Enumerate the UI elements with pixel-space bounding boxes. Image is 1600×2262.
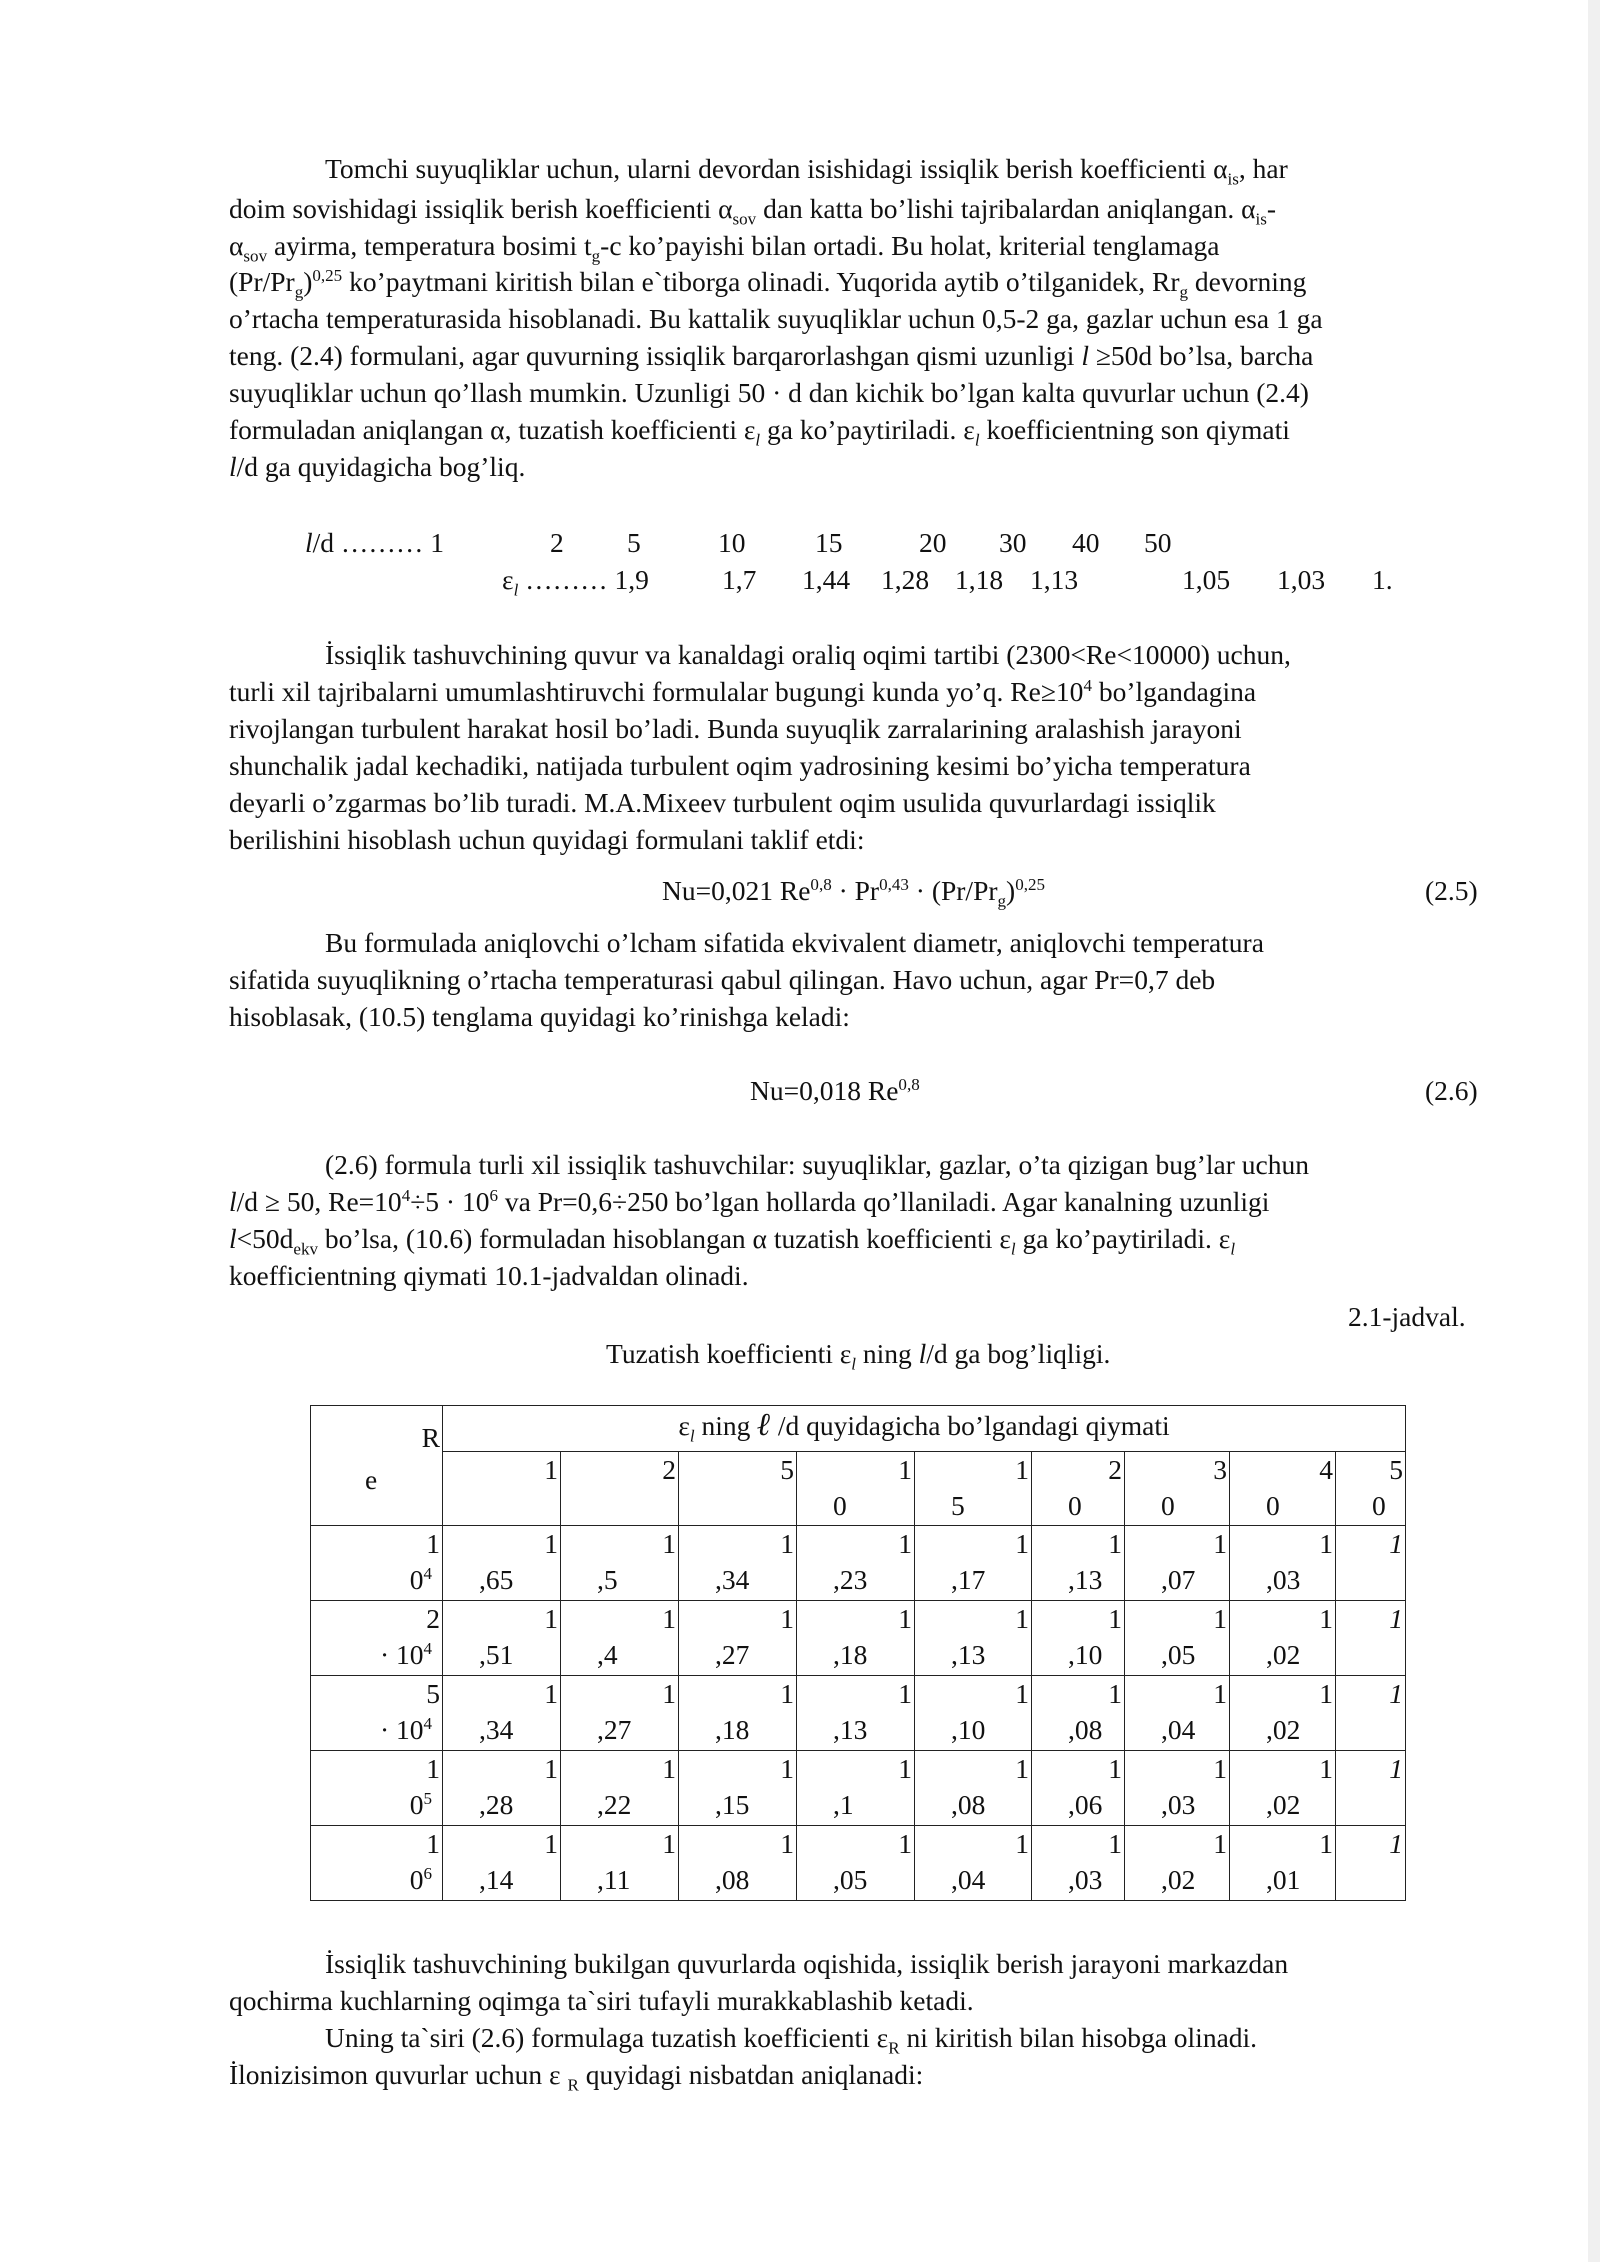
eps-value: 1,13 xyxy=(1030,564,1079,595)
p1-line-2: doim sovishidagi issiqlik berish koefficienti $\alpha_{sov}$ dan katta bo’lishi tajribalardan aniqlangan. $\alpha_{is}-$ xyxy=(229,193,1277,229)
table-cell: 1 ,34 xyxy=(679,1526,797,1601)
re-cell: 1 $0^5$ xyxy=(311,1751,443,1826)
table-cell: 1 ,23 xyxy=(797,1526,915,1601)
table-row xyxy=(311,1751,1406,1826)
table-cell: 1 ,05 xyxy=(797,1826,915,1901)
p3-line-2: sifatida suyuqlikning o’rtacha temperaturasi qabul qilingan. Havo uchun, agar Pr=0,7 deb xyxy=(229,964,1216,995)
col-header: 1 xyxy=(443,1452,561,1526)
col-header: 5 0 xyxy=(1336,1452,1406,1526)
table-cell: 1 xyxy=(1336,1676,1406,1751)
table-cell: 1 ,08 xyxy=(1032,1676,1125,1751)
p1-line-9: l/d ga quyidagicha bog’liq. xyxy=(229,451,526,482)
table-cell: 1 ,10 xyxy=(1032,1601,1125,1676)
table-row xyxy=(311,1526,1406,1601)
p2-line-2: turli xil tajribalarni umumlashtiruvchi formulalar bugungi kunda yo’q. $Re\ge 10^4$ bo’lgandagina xyxy=(229,675,1257,707)
p6-line-1: Uning ta`siri (2.6) formulaga tuzatish koefficienti $\varepsilon_R$ ni kiritish bilan hisobga olinadi. xyxy=(325,2022,1258,2058)
table-cell: 1 ,51 xyxy=(443,1601,561,1676)
col-header: 3 0 xyxy=(1125,1452,1230,1526)
table-cell: 1 ,18 xyxy=(679,1676,797,1751)
table-cell: 1 ,02 xyxy=(1230,1601,1336,1676)
p2-line-3: rivojlangan turbulent harakat hosil bo’ladi. Bunda suyuqlik zarralarining aralashish jarayoni xyxy=(229,713,1242,744)
ld-value: 50 xyxy=(1144,527,1172,558)
re-header-a: R xyxy=(421,1422,440,1453)
eps-value: 1,28 xyxy=(881,564,930,595)
formula-2-6: Nu=0,018 Re$^{0,8}$ xyxy=(750,1074,920,1106)
formula-2-5-number: (2.5) xyxy=(1425,875,1478,906)
table-cell: 1 ,14 xyxy=(443,1826,561,1901)
column-header-row xyxy=(311,1452,1406,1526)
table-cell: 1 xyxy=(1336,1826,1406,1901)
p2-line-6: berilishini hisoblash uchun quyidagi formulani taklif etdi: xyxy=(229,824,865,855)
p1-line-5: o’rtacha temperaturasida hisoblanadi. Bu kattalik suyuqliklar uchun 0,5-2 ga, gazlar uchun esa 1 ga xyxy=(229,303,1323,334)
col-header: 5 xyxy=(679,1452,797,1526)
table-cell: 1 ,27 xyxy=(561,1676,679,1751)
formula-2-5: Nu=0,021 $Re^{0,8} \cdot Pr^{0,43} \cdot (Pr/Pr_g)^{0,25}$ xyxy=(662,874,1046,911)
p1-line-8: formuladan aniqlangan α, tuzatish koefficienti $\varepsilon_l$ ga ko’paytiriladi. $\varepsilon_l$ koefficientning son qiymati xyxy=(229,414,1290,450)
table-cell: 1 ,1 xyxy=(797,1751,915,1826)
table-cell: 1 ,10 xyxy=(915,1676,1032,1751)
re-exponent: $0^6$ xyxy=(409,1863,432,1895)
eps-value: 1. xyxy=(1372,564,1393,595)
p1-line-4: $(Pr/Pr_g)^{0,25}$ ko’paytmani kiritish bilan e`tiborga olinadi. Yuqorida aytib o’tilganidek, $Rr_g$ devorning xyxy=(229,265,1307,302)
table-cell: 1 ,04 xyxy=(1125,1676,1230,1751)
p1-line-7: suyuqliklar uchun qo’llash mumkin. Uzunligi 50 · d dan kichik bo’lgan kalta quvurlar uchun (2.4) xyxy=(229,377,1309,408)
eps-value: 1,18 xyxy=(955,564,1004,595)
col-header: 4 0 xyxy=(1230,1452,1336,1526)
ld-value: 30 xyxy=(999,527,1027,558)
p5-line-1: İssiqlik tashuvchining bukilgan quvurlarda oqishida, issiqlik berish jarayoni markazdan xyxy=(325,1948,1289,1979)
table-cell: 1 ,5 xyxy=(561,1526,679,1601)
re-cell: 1 $0^6$ xyxy=(311,1826,443,1901)
page-edge-shadow xyxy=(1588,0,1600,2262)
p3-line-1: Bu formulada aniqlovchi o’lcham sifatida ekvivalent diametr, aniqlovchi temperatura xyxy=(325,927,1264,958)
correction-coefficient-table xyxy=(310,1405,1406,1901)
re-exponent: $0^4$ xyxy=(409,1563,432,1595)
ld-value: 20 xyxy=(919,527,947,558)
table-cell: 1 ,06 xyxy=(1032,1751,1125,1826)
table-body xyxy=(311,1526,1406,1901)
table-cell: 1 ,04 xyxy=(915,1826,1032,1901)
eps-value: 1,05 xyxy=(1182,564,1231,595)
table-cell: 1 ,4 xyxy=(561,1601,679,1676)
table-cell: 1 ,15 xyxy=(679,1751,797,1826)
p4-line-2: l/d ≥ 50, $Re=10^4\div 5 \cdot 10^6$ va Pr=0,6÷250 bo’lgan hollarda qo’llaniladi. Agar kanalning uzunligi xyxy=(229,1185,1270,1217)
table-cell: 1 ,17 xyxy=(915,1526,1032,1601)
col-header: 2 xyxy=(561,1452,679,1526)
table-cell: 1 xyxy=(1336,1601,1406,1676)
p2-line-4: shunchalik jadal kechadiki, natijada turbulent oqim yadrosining kesimi bo’yicha temperatura xyxy=(229,750,1251,781)
ld-series-row xyxy=(305,524,1204,561)
eps-value: 1,03 xyxy=(1277,564,1326,595)
re-cell: 2 · $10^4$ xyxy=(311,1601,443,1676)
p4-line-1: (2.6) formula turli xil issiqlik tashuvchilar: suyuqliklar, gazlar, o’ta qizigan bug’lar uchun xyxy=(325,1149,1309,1180)
table-row xyxy=(311,1826,1406,1901)
p1-line-1: Tomchi suyuqliklar uchun, ularni devordan isishidagi issiqlik berish koefficienti $\alpha_{is}$, har xyxy=(325,153,1288,189)
ld-series-label: l/d ……… 1 xyxy=(305,527,445,558)
table-cell: 1 ,02 xyxy=(1230,1676,1336,1751)
table-label: 2.1-jadval. xyxy=(1348,1301,1466,1332)
p2-line-5: deyarli o’zgarmas bo’lib turadi. M.A.Mixeev turbulent oqim usulida quvurlardagi issiqlik xyxy=(229,787,1216,818)
table-cell: 1 ,08 xyxy=(915,1751,1032,1826)
ld-value: 40 xyxy=(1072,527,1100,558)
re-header-b: e xyxy=(365,1464,378,1495)
ld-value: 2 xyxy=(550,527,564,558)
p1-line-6: teng. (2.4) formulani, agar quvurning issiqlik barqarorlashgan qismi uzunligi l ≥50d bo’lsa, barcha xyxy=(229,340,1314,371)
table-cell: 1 ,01 xyxy=(1230,1826,1336,1901)
p4-line-3: $l<50d_{ekv}$ bo’lsa, (10.6) formuladan hisoblangan α tuzatish koefficienti $\varepsilon_l$ ga ko’paytiriladi. $\varepsilon_l$ xyxy=(229,1223,1236,1259)
eps-value: 1,44 xyxy=(802,564,851,595)
table-cell: 1 ,08 xyxy=(679,1826,797,1901)
re-exponent: $0^5$ xyxy=(409,1788,432,1820)
table-cell: 1 ,27 xyxy=(679,1601,797,1676)
table-cell: 1 ,13 xyxy=(915,1601,1032,1676)
table-cell: 1 ,34 xyxy=(443,1676,561,1751)
table-cell: 1 ,18 xyxy=(797,1601,915,1676)
ld-value: 5 xyxy=(627,527,641,558)
col-header: 1 0 xyxy=(797,1452,915,1526)
table-row xyxy=(311,1601,1406,1676)
p6-line-2: İlonizisimon quvurlar uchun ε $_R$ quyidagi nisbatdan aniqlanadi: xyxy=(229,2059,924,2095)
eps-value: 1,7 xyxy=(722,564,757,595)
table-cell: 1 ,22 xyxy=(561,1751,679,1826)
p4-line-4: koefficientning qiymati 10.1-jadvaldan olinadi. xyxy=(229,1260,749,1291)
eps-series-label: $\varepsilon_l$ ……… 1,9 xyxy=(502,564,649,600)
table-cell: 1 ,11 xyxy=(561,1826,679,1901)
ld-value: 15 xyxy=(815,527,843,558)
table-cell: 1 xyxy=(1336,1751,1406,1826)
re-cell: 1 $0^4$ xyxy=(311,1526,443,1601)
p2-line-1: İssiqlik tashuvchining quvur va kanaldagi oraliq oqimi tartibi (2300<Re<10000) uchun, xyxy=(325,639,1291,670)
re-exponent: · $10^4$ xyxy=(379,1638,432,1670)
p1-line-3: $\alpha_{sov}$ ayirma, temperatura bosimi $t_g-c$ ko’payishi bilan ortadi. Bu holat, kriterial tenglamaga xyxy=(229,230,1220,266)
p5-line-2: qochirma kuchlarning oqimga ta`siri tufayli murakkablashib ketadi. xyxy=(229,1985,974,2016)
ld-value: 10 xyxy=(718,527,746,558)
table-cell: 1 ,13 xyxy=(1032,1526,1125,1601)
table-cell: 1 ,03 xyxy=(1230,1526,1336,1601)
table-cell: 1 ,28 xyxy=(443,1751,561,1826)
table-cell: 1 xyxy=(1336,1526,1406,1601)
re-cell: 5 · $10^4$ xyxy=(311,1676,443,1751)
table-cell: 1 ,03 xyxy=(1032,1826,1125,1901)
re-header-cell xyxy=(311,1406,443,1526)
table-row xyxy=(311,1676,1406,1751)
table-cell: 1 ,02 xyxy=(1230,1751,1336,1826)
formula-2-6-number: (2.6) xyxy=(1425,1075,1478,1106)
table-cell: 1 ,02 xyxy=(1125,1826,1230,1901)
group-header-cell: $\varepsilon_l$ ning ℓ /d quyidagicha bo’lgandagi qiymati xyxy=(443,1406,1406,1452)
eps-series-row xyxy=(502,561,1412,598)
table-cell: 1 ,13 xyxy=(797,1676,915,1751)
table-cell: 1 ,05 xyxy=(1125,1601,1230,1676)
table-caption: Tuzatish koefficienti $\varepsilon_l$ ning l/d ga bog’liqligi. xyxy=(606,1338,1111,1374)
table-cell: 1 ,65 xyxy=(443,1526,561,1601)
table-cell: 1 ,07 xyxy=(1125,1526,1230,1601)
p3-line-3: hisoblasak, (10.5) tenglama quyidagi ko’rinishga keladi: xyxy=(229,1001,850,1032)
col-header: 1 5 xyxy=(915,1452,1032,1526)
table-cell: 1 ,03 xyxy=(1125,1751,1230,1826)
col-header: 2 0 xyxy=(1032,1452,1125,1526)
re-exponent: · $10^4$ xyxy=(379,1713,432,1745)
